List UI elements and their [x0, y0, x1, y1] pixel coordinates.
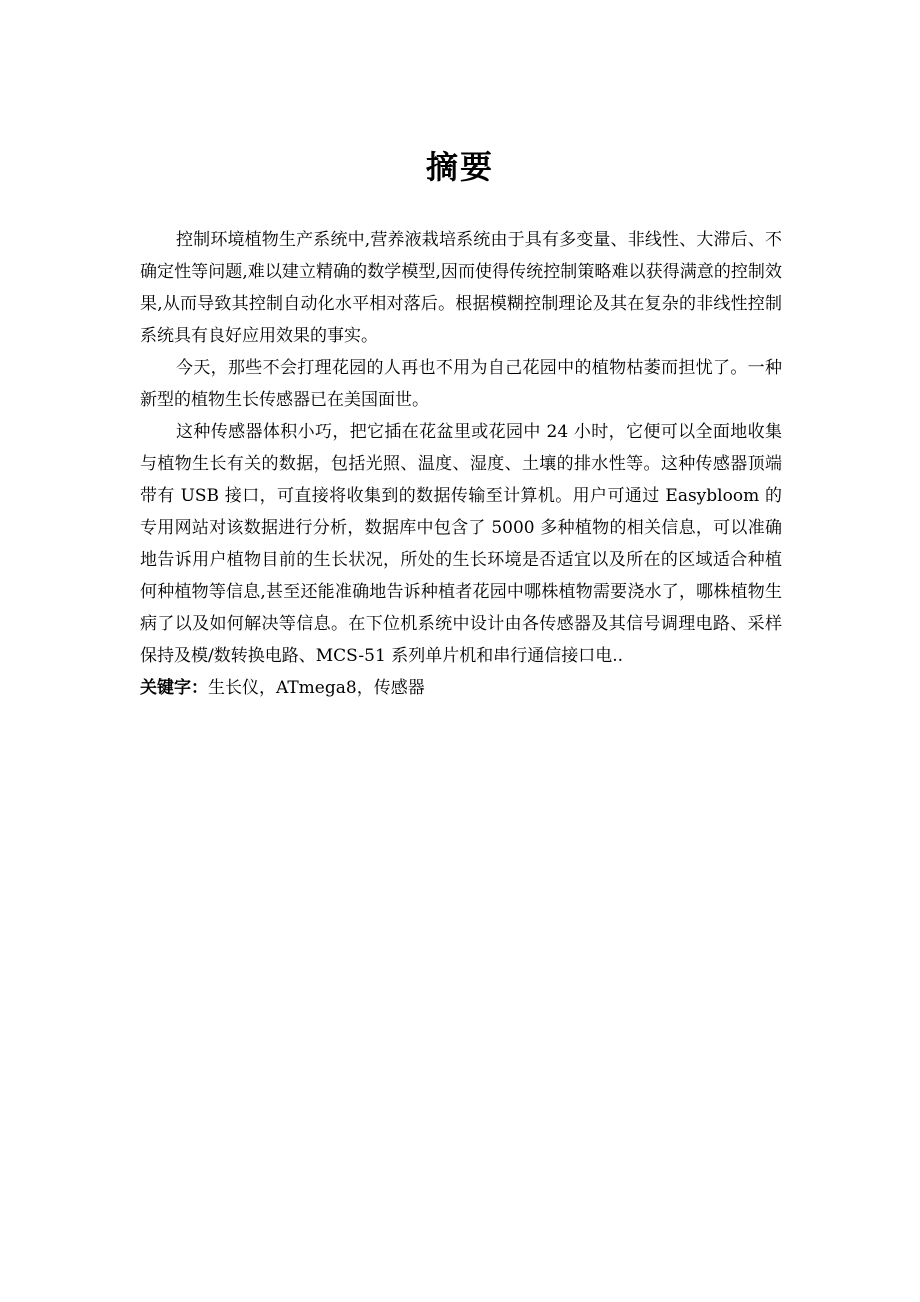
page-title: 摘要: [425, 148, 494, 186]
keywords-label: 关键字：: [140, 678, 208, 698]
abstract-body: [140, 224, 782, 704]
keywords-value: 生长仪，ATmega8，传感器: [208, 678, 425, 698]
paragraph-2: 今天，那些不会打理花园的人再也不用为自己花园中的植物枯萎而担忧了。一种新型的植物生长传感器已在美国面世。: [140, 358, 782, 410]
paragraph-1: 控制环境植物生产系统中,营养液栽培系统由于具有多变量、非线性、大滞后、不确定性等问题,难以建立精确的数学模型,因而使得传统控制策略难以获得满意的控制效果,从而导致其控制自动化水平相对落后。根据模糊控制理论及其在复杂的非线性控制系统具有良好应用效果的事实。: [140, 230, 782, 346]
keywords-line: [140, 672, 782, 704]
paragraph-3: 这种传感器体积小巧，把它插在花盆里或花园中 24 小时，它便可以全面地收集与植物生长有关的数据，包括光照、温度、湿度、土壤的排水性等。这种传感器顶端带有 USB 接口，可直接将收集到的数据传输至计算机。用户可通过 Easybloom 的专用网站对该数据进行分析，数据库中包含了 5000 多种植物的相关信息，可以准确地告诉用户植物目前的生长状况，所处的生长环境是否适宜以及所在的区域适合种植何种植物等信息,甚至还能准确地告诉种植者花园中哪株植物需要浇水了，哪株植物生病了以及如何解决等信息。在下位机系统中设计由各传感器及其信号调理电路、采样保持及模/数转换电路、MCS-51 系列单片机和串行通信接口电..: [140, 422, 782, 666]
